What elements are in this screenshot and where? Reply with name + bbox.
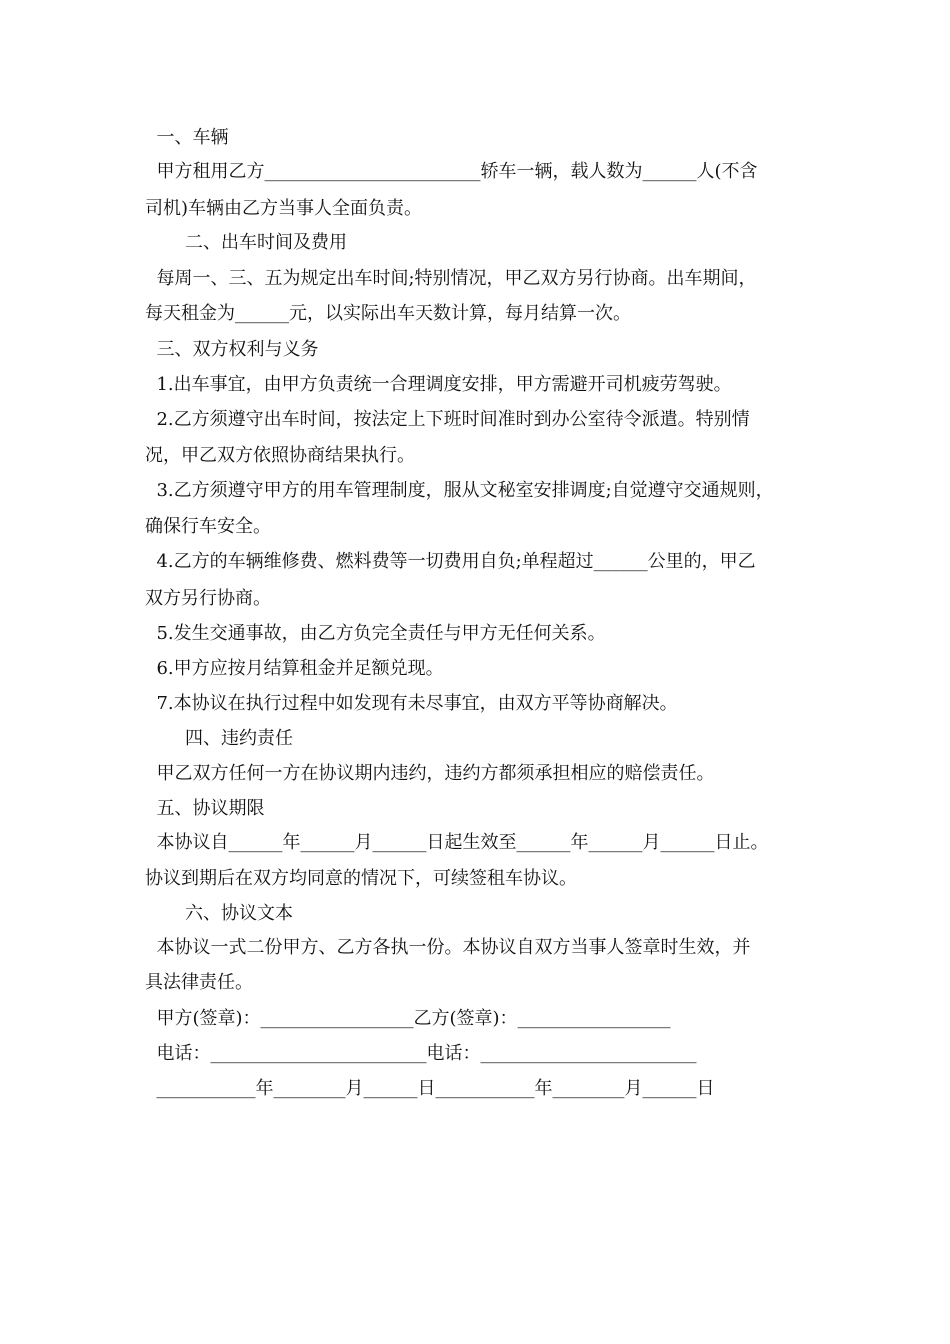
list-item: 6.甲方应按月结算租金并足额兑现。 [145,658,444,679]
list-item: 3.乙方须遵守甲方的用车管理制度，服从文秘室安排调度;自觉遵守交通规则， [145,480,774,501]
paragraph-line: 每周一、三、五为规定出车时间;特别情况，甲乙双方另行协商。出车期间， [145,268,757,289]
list-item-continuation: 确保行车安全。 [145,516,271,537]
paragraph-line: 每天租金为______元，以实际出车天数计算，每月结算一次。 [145,303,631,324]
paragraph-line: 甲方租用乙方________________________轿车一辆，载人数为______人(不含 [145,161,758,182]
paragraph-line: 本协议一式二份甲方、乙方各执一份。本协议自双方当事人签章时生效，并 [145,937,751,958]
section-heading-rights-obligations: 三、双方权利与义务 [145,339,319,360]
section-heading-text: 六、协议文本 [145,903,294,924]
section-heading-term: 五、协议期限 [145,798,265,819]
list-item: 5.发生交通事故，由乙方负完全责任与甲方无任何关系。 [145,623,606,644]
paragraph-line: 具法律责任。 [145,972,253,993]
list-item-continuation: 况，甲乙双方依照协商结果执行。 [145,445,415,466]
signature-line: 甲方(签章)：_________________乙方(签章)：_________________ [145,1008,671,1029]
section-heading-time-and-fees: 二、出车时间及费用 [145,232,348,253]
list-item: 2.乙方须遵守出车时间，按法定上下班时间准时到办公室待令派遣。特别情 [145,409,750,430]
section-heading-breach: 四、违约责任 [145,728,294,749]
list-item: 7.本协议在执行过程中如发现有未尽事宜，由双方平等协商解决。 [145,693,678,714]
list-item: 1.出车事宜，由甲方负责统一合理调度安排，甲方需避开司机疲劳驾驶。 [145,374,732,395]
paragraph-line: 甲乙双方任何一方在协议期内违约，违约方都须承担相应的赔偿责任。 [145,763,715,784]
date-line: ___________年________月______日___________年________月______日 [145,1078,715,1099]
list-item: 4.乙方的车辆维修费、燃料费等一切费用自负;单程超过______公里的，甲乙 [145,551,756,572]
section-heading-vehicle: 一、车辆 [145,127,229,148]
list-item-continuation: 双方另行协商。 [145,588,271,609]
paragraph-line: 协议到期后在双方均同意的情况下，可续签租车协议。 [145,868,577,889]
phone-line: 电话：________________________电话：________________________ [145,1043,697,1064]
paragraph-line: 本协议自______年______月______日起生效至______年______月______日止。 [145,832,769,853]
paragraph-line: 司机)车辆由乙方当事人全面负责。 [145,198,423,219]
